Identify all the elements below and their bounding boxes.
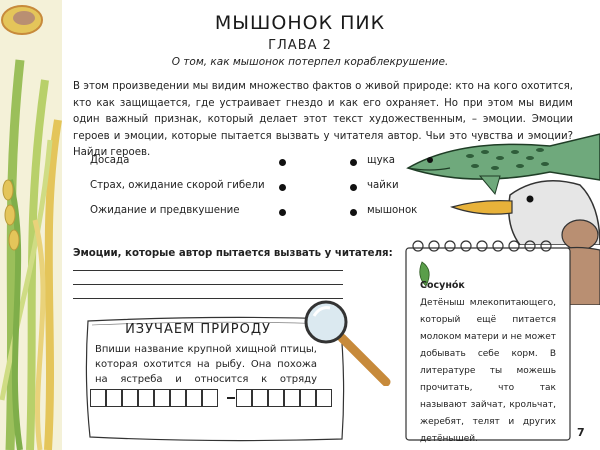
match-dot-right[interactable] bbox=[350, 159, 357, 166]
notebook-definition: Детёныш млекопитающего, который ещё питается молоком матери и не может добывать себе корм. В литературе ты можешь прочитать, что так называют зайчат, крольчат, жеребят, телят и других детёнышей. bbox=[420, 298, 556, 444]
notebook-term: Сосунóк bbox=[420, 280, 465, 291]
match-dot-left[interactable] bbox=[279, 209, 286, 216]
page-number: 7 bbox=[577, 426, 585, 439]
answer-letter-box[interactable] bbox=[154, 389, 170, 407]
answer-letter-box[interactable] bbox=[202, 389, 218, 407]
emotions-task-label: Эмоции, которые автор пытается вызвать у читателя: bbox=[73, 248, 393, 259]
magnifier-icon bbox=[300, 298, 392, 386]
answer-letter-box[interactable] bbox=[90, 389, 106, 407]
nature-card-title: ИЗУЧАЕМ ПРИРОДУ bbox=[125, 322, 271, 337]
match-dot-right[interactable] bbox=[350, 209, 357, 216]
emotion-label: Страх, ожидание скорой гибели bbox=[90, 180, 265, 191]
emotion-label: Досада bbox=[90, 155, 130, 166]
answer-letter-box[interactable] bbox=[138, 389, 154, 407]
answer-letter-box[interactable] bbox=[268, 389, 284, 407]
answer-dash bbox=[227, 397, 235, 399]
nature-card-text: Впиши название крупной хищной птицы, которая охотится на рыбу. Она похожа на ястреба и относится к отряду bbox=[95, 344, 317, 385]
answer-letter-box[interactable] bbox=[316, 389, 332, 407]
match-dot-right[interactable] bbox=[350, 184, 357, 191]
answer-line[interactable] bbox=[73, 270, 343, 271]
answer-line[interactable] bbox=[73, 284, 343, 285]
answer-letter-box[interactable] bbox=[236, 389, 252, 407]
intro-paragraph: В этом произведении мы видим множество фактов о живой природе: кто на кого охотится, кто как защищается, где устраивает гнездо и как его охраняет. Но при этом мы видим один важный признак, который делает этот текст художественным, – эмоции. Эмоции героев и эмоции, которые пытается вызвать у читателя автор. Чьи это чувства и эмоции? Найди героев. bbox=[73, 81, 573, 158]
match-dot-left[interactable] bbox=[279, 159, 286, 166]
match-dot-left[interactable] bbox=[279, 184, 286, 191]
page-title: МЫШОНОК ПИК bbox=[214, 12, 386, 34]
answer-letter-box[interactable] bbox=[106, 389, 122, 407]
answer-letter-box[interactable] bbox=[122, 389, 138, 407]
hero-label: чайки bbox=[367, 180, 399, 191]
hero-label: щука bbox=[367, 155, 396, 166]
answer-letter-box[interactable] bbox=[252, 389, 268, 407]
chapter-subtitle: О том, как мышонок потерпел кораблекрушение. bbox=[171, 56, 449, 68]
answer-letter-box[interactable] bbox=[186, 389, 202, 407]
emotion-label: Ожидание и предвкушение bbox=[90, 205, 240, 216]
answer-letter-box[interactable] bbox=[284, 389, 300, 407]
answer-letter-box[interactable] bbox=[300, 389, 316, 407]
answer-letter-box[interactable] bbox=[170, 389, 186, 407]
chapter-label: ГЛАВА 2 bbox=[268, 38, 332, 53]
hero-label: мышонок bbox=[367, 205, 418, 216]
grass-illustration bbox=[0, 0, 62, 450]
